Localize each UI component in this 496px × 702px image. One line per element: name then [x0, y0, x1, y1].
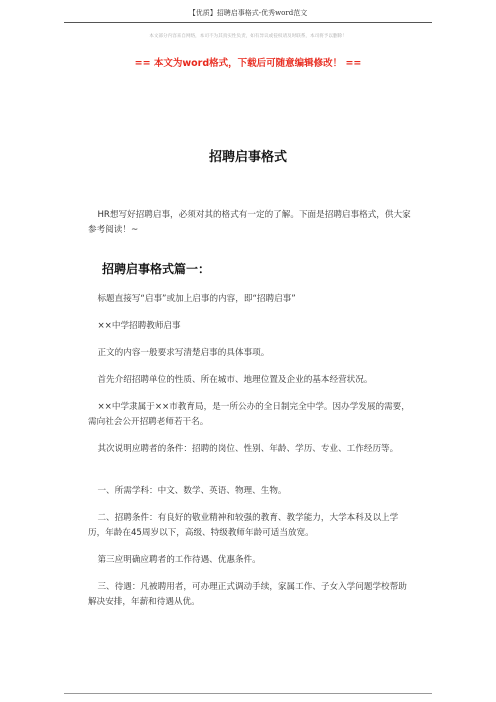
paragraph-conditions: 二、招聘条件：有良好的敬业精神和较强的教育、教学能力，大学本科及以上学历，年龄在45周岁以下，高级、特级教师年龄可适当放宽。	[88, 513, 399, 538]
paragraph-benefits: 三、待遇：凡被聘用者，可办理正式调动手续，家属工作、子女入学问题学校帮助解决安排，年薪和待遇从优。	[88, 582, 407, 607]
paragraph-subjects: 一、所需学科：中文、数学、英语、物理、生物。	[97, 486, 287, 496]
paragraph-intro-employer: 首先介绍招聘单位的性质、所在城市、地理位置及企业的基本经营状况。	[97, 375, 373, 385]
disclaimer-text: 本文部分内容来自网络，本司不为其真实性负责，如有异议或侵权请及时联系，本司将予以删除！	[149, 34, 347, 39]
paragraph-school-info: ××中学隶属于××市教育局，是一所公办的全日制完全中学。因办学发展的需要，需向社会公开招聘老师若干名。	[88, 402, 410, 427]
paragraph-requirements-rule: 其次说明应聘者的条件：招聘的岗位、性别、年龄、学历、专业、工作经历等。	[97, 444, 399, 454]
paragraph-title-rule: 标题直接写“启事”或加上启事的内容，即“招聘启事”	[97, 294, 296, 304]
paragraph-content-rule: 正文的内容一般要求写清楚启事的具体事项。	[97, 348, 270, 358]
page-title: 招聘启事格式	[208, 150, 287, 165]
format-notice: == 本文为word格式，下载后可随意编辑修改！ ==	[134, 58, 362, 69]
paragraph-example-title: ××中学招聘教师启事	[97, 321, 181, 331]
section-heading: 招聘启事格式篇一：	[102, 262, 211, 276]
page-bottom-divider	[64, 693, 432, 694]
paragraph-benefits-rule: 第三应明确应聘者的工作待遇、优惠条件。	[97, 555, 261, 565]
intro-paragraph: HR想写好招聘启事，必须对其的格式有一定的了解。下面是招聘启事格式，供大家参考阅读！~	[88, 210, 411, 235]
document-header: 【优质】招聘启事格式-优秀word范文	[64, 8, 432, 23]
